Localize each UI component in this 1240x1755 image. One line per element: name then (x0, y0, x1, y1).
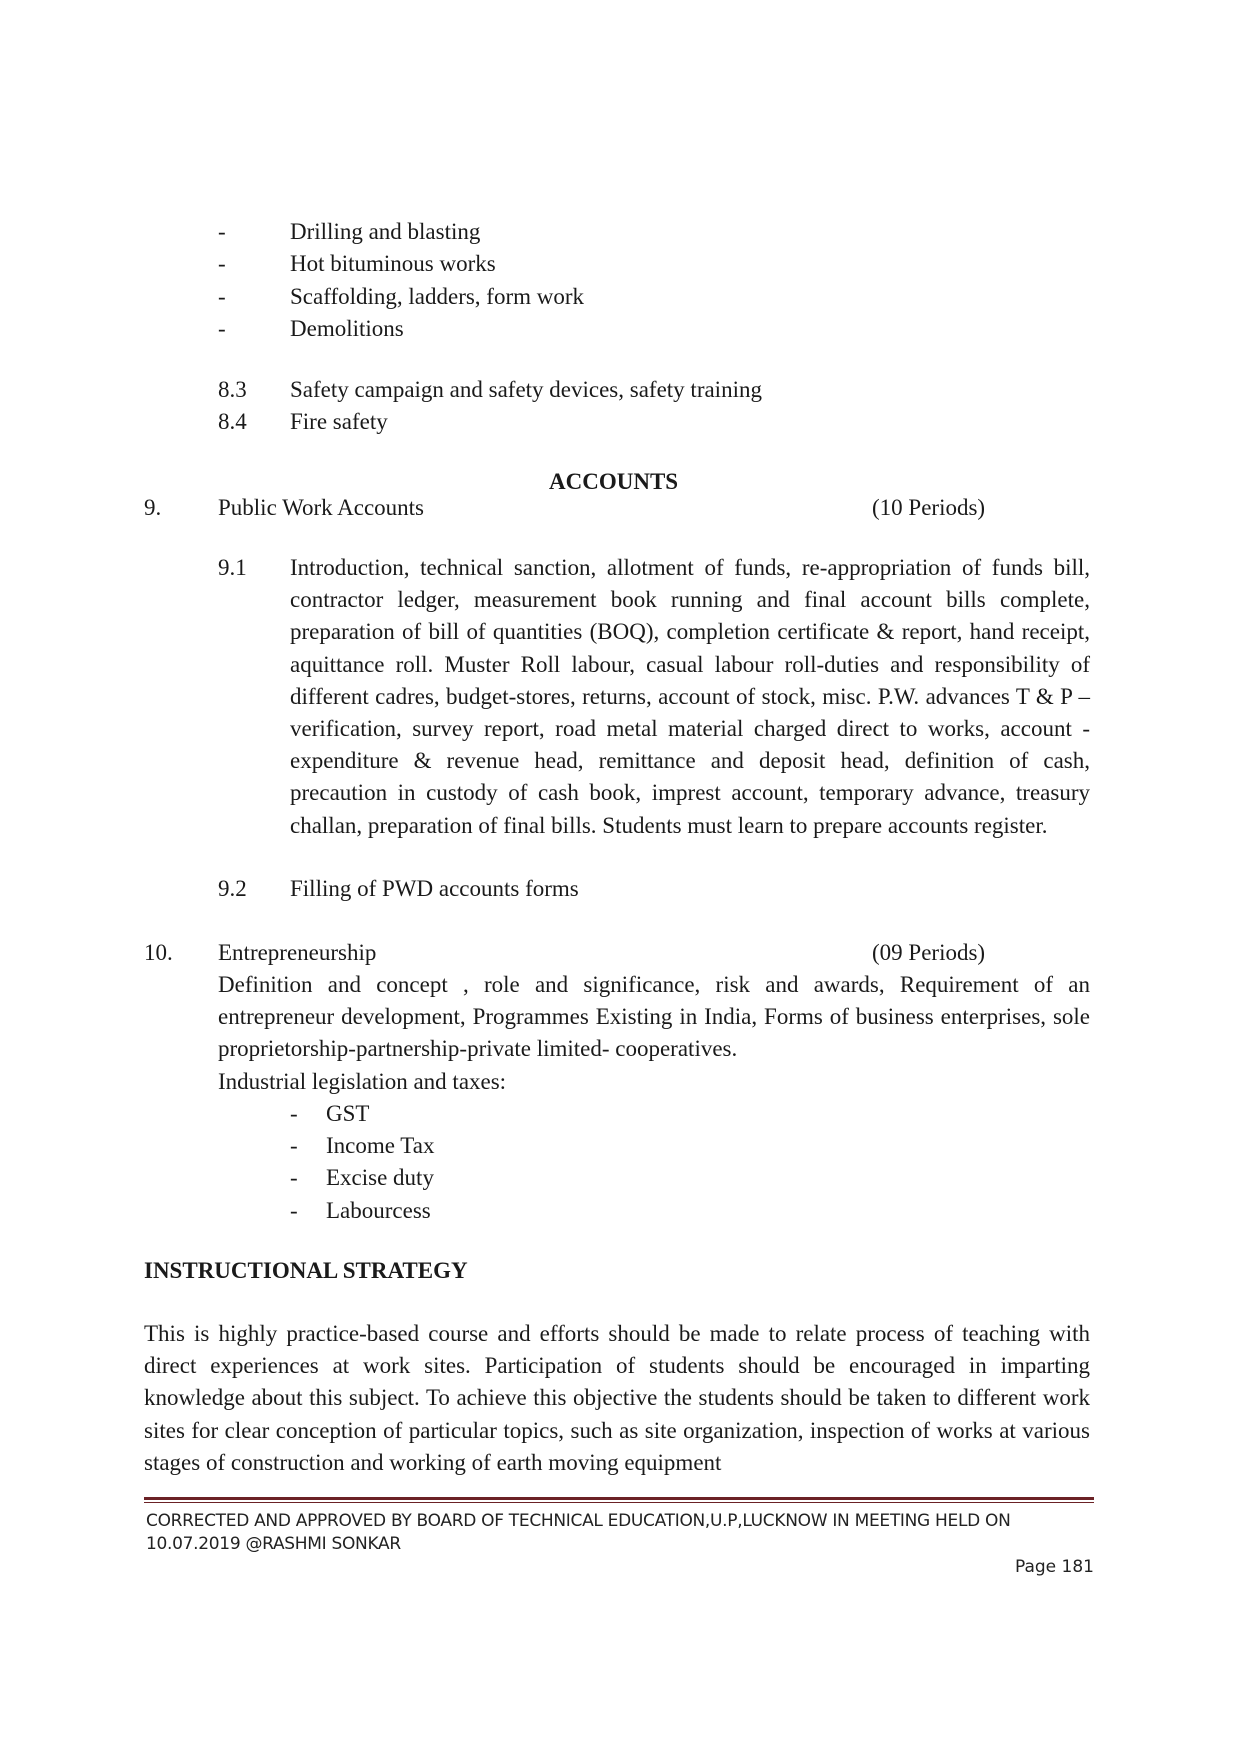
footer-line-1: CORRECTED AND APPROVED BY BOARD OF TECHNICAL EDUCATION,U.P,LUCKNOW IN MEETING HELD ON (146, 1511, 1011, 1531)
legislation-label: Industrial legislation and taxes: (218, 1069, 507, 1094)
list-item-label: Scaffolding, ladders, form work (290, 283, 585, 309)
dash-bullet: - (218, 251, 226, 277)
unit-number: 10. (144, 940, 173, 965)
dash-bullet: - (290, 1197, 298, 1223)
subtopic-number: 9.1 (218, 555, 247, 580)
page-number: Page 181 (1014, 1557, 1094, 1577)
footer-rule-thin (144, 1502, 1094, 1503)
dash-bullet: - (290, 1165, 298, 1191)
unit-periods: (09 Periods) (872, 940, 986, 965)
dash-bullet: - (290, 1133, 298, 1159)
unit-periods: (10 Periods) (872, 495, 986, 520)
list-item-label: GST (326, 1101, 370, 1126)
footer-rule (144, 1497, 1094, 1500)
list-item-label: Excise duty (326, 1165, 434, 1191)
list-item-label: Hot bituminous works (290, 251, 496, 277)
footer-note (146, 1510, 1011, 1556)
unit-description: Definition and concept , role and significance, risk and awards, Requirement of an entrepreneur development, Programmes Existing in India, Forms of business enterprises, sole proprietorship-partnership-private limited- cooperatives. (218, 972, 1090, 1062)
strategy-heading: INSTRUCTIONAL STRATEGY (144, 1258, 468, 1283)
subtopic-number: 8.4 (218, 409, 247, 434)
subtopic-text: Fire safety (290, 409, 388, 434)
list-item-label: Labourcess (326, 1197, 431, 1223)
subtopic-text: Introduction, technical sanction, allotment of funds, re-appropriation of funds bill, contractor ledger, measurement book running and final account bills complete, preparation of bill of quantities (BOQ), completion certificate & report, hand receipt, aquittance roll. Muster Roll labour, casual labour roll-duties and responsibility of different cadres, budget-stores, returns, account of stock, misc. P.W. advances T & P – verification, survey report, road metal material charged direct to works, account - expenditure & revenue head, remittance and deposit head, definition of cash, precaution in custody of cash book, imprest account, temporary advance, treasury challan, preparation of final bills. Students must learn to prepare accounts register. (290, 555, 1090, 838)
dash-bullet: - (218, 283, 226, 309)
subtopic-number: 8.3 (218, 377, 247, 402)
list-item-label: Drilling and blasting (290, 219, 481, 244)
dash-bullet: - (218, 219, 226, 244)
list-item-label: Income Tax (326, 1133, 435, 1159)
list-item-label: Demolitions (290, 315, 404, 341)
unit-title: Public Work Accounts (218, 495, 424, 520)
unit-number: 9. (144, 495, 162, 520)
dash-bullet: - (218, 315, 226, 341)
unit-title: Entrepreneurship (218, 940, 377, 965)
subtopic-number: 9.2 (218, 876, 247, 901)
section-heading-accounts: ACCOUNTS (549, 469, 679, 494)
dash-bullet: - (290, 1101, 298, 1126)
subtopic-text: Safety campaign and safety devices, safety training (290, 377, 762, 402)
subtopic-text: Filling of PWD accounts forms (290, 876, 579, 901)
strategy-text: This is highly practice-based course and efforts should be made to relate process of teaching with direct experiences at work sites. Participation of students should be encouraged in imparting knowledge about this subject. To achieve this objective the students should be taken to different work sites for clear conception of particular topics, such as site organization, inspection of works at various stages of construction and working of earth moving equipment (144, 1321, 1090, 1475)
footer-line-2: 10.07.2019 @RASHMI SONKAR (146, 1534, 401, 1554)
